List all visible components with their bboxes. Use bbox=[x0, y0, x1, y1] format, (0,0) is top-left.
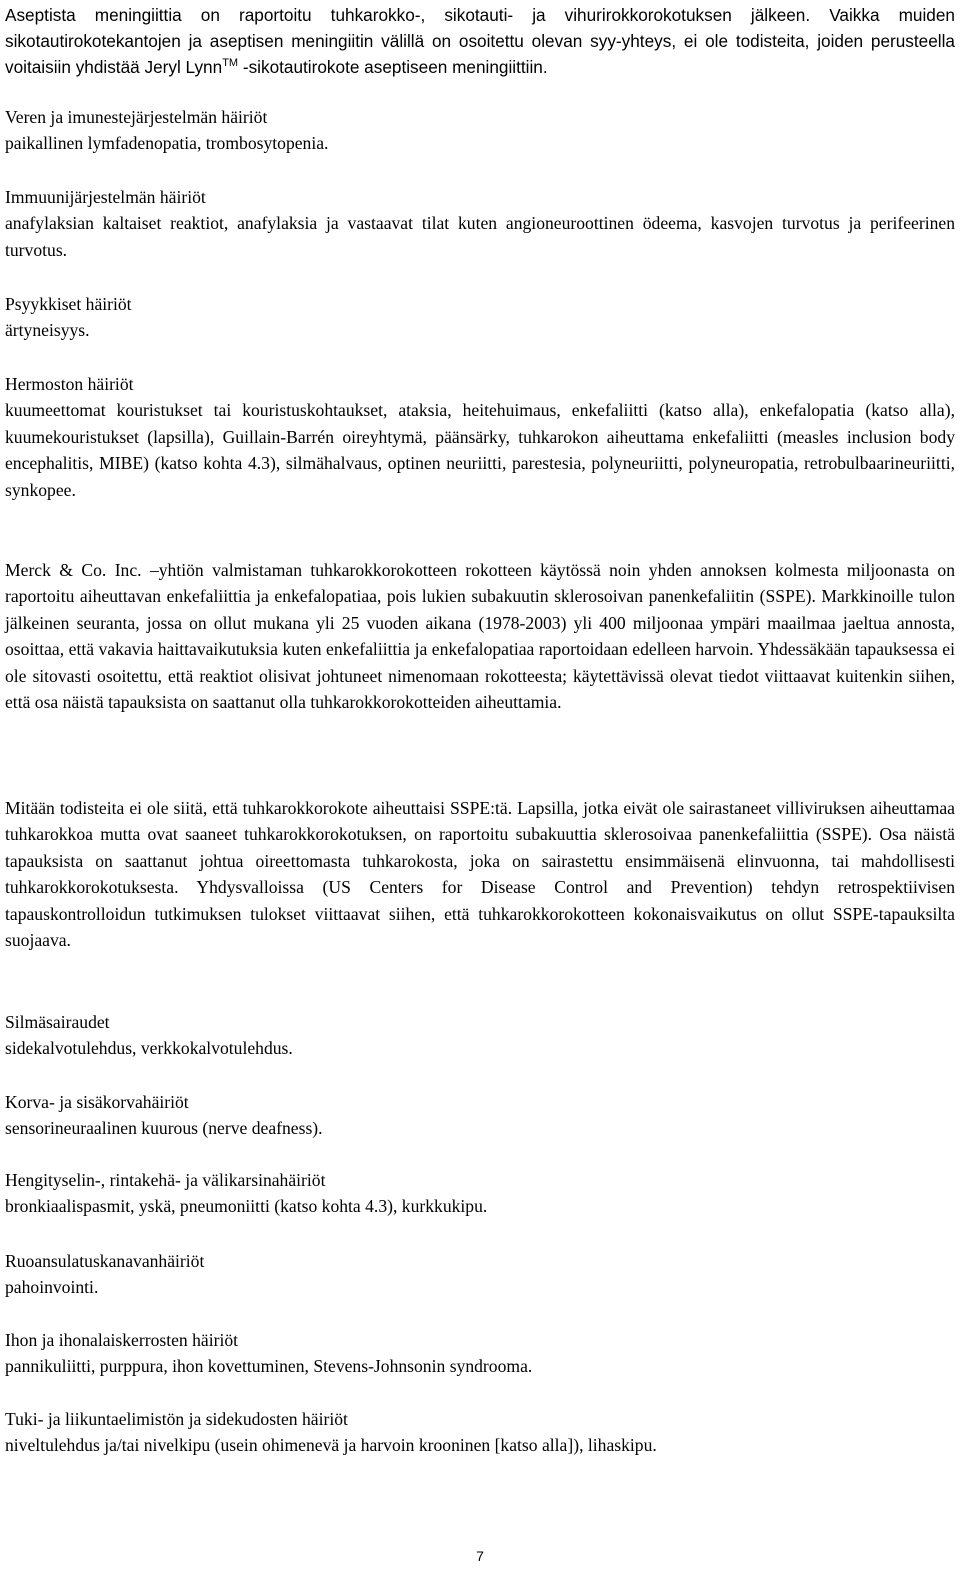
intro-paragraph bbox=[5, 2, 955, 81]
section-immune bbox=[5, 184, 955, 263]
section-blood bbox=[5, 104, 955, 157]
page-number: 7 bbox=[476, 1548, 484, 1564]
section-sspe bbox=[5, 795, 955, 953]
section-ear bbox=[5, 1089, 955, 1142]
intro-text-end: -sikotautirokote aseptiseen meningiittiin. bbox=[238, 57, 548, 78]
section-body: anafylaksian kaltaiset reaktiot, anafylaksia ja vastaavat tilat kuten angioneuroottinen ödeema, kasvojen turvotus ja perifeerinen turvotus. bbox=[5, 213, 955, 260]
section-body: sensorineuraalinen kuurous (nerve deafness). bbox=[5, 1118, 323, 1139]
section-body: niveltulehdus ja/tai nivelkipu (usein ohimenevä ja harvoin krooninen [katso alla]), lihaskipu. bbox=[5, 1435, 657, 1456]
section-body: Merck & Co. Inc. –yhtiön valmistaman tuhkarokkorokotteen rokotteen käytössä noin yhden annoksen kolmesta miljoonasta on raportoitu aiheuttavan enkefaliittia ja enkefalopatiaa, pois lukien subakuutin sklerosoivan panenkefaliitin (SSPE). Markkinoille tulon jälkeinen seuranta, jossa on ollut mukana yli 25 vuoden aikana (1978-2003) yli 400 miljoonaa ympäri maailmaa jaeltua annosta, osoittaa, että vakavia haittavaikutuksia kuten enkefaliittia ja enkefalopatiaa raportoidaan edelleen harvoin. Yhdessäkään tapauksessa ei ole sitovasti osoitettu, että reaktiot olisivat johtuneet nimenomaan rokotteesta; käytettävissä olevat tiedot viittaavat kuitenkin siihen, että osa näistä tapauksista on saattanut olla tuhkarokkorokotteiden aiheuttamia. bbox=[5, 560, 955, 713]
section-heading: Psyykkiset häiriöt bbox=[5, 294, 132, 314]
intro-text bbox=[5, 2, 955, 81]
section-body: sidekalvotulehdus, verkkokalvotulehdus. bbox=[5, 1038, 293, 1059]
section-eye bbox=[5, 1009, 955, 1062]
intro-text-main: Aseptista meningiittia on raportoitu tuhkarokko-, sikotauti- ja vihurirokkorokotuksen jälkeen. Vaikka muiden sikotautirokotekantojen ja aseptisen meningiitin välillä on osoitettu olevan syy-yhteys, ei ole todisteita, joiden perusteella voitaisiin yhdistää Jeryl Lynn bbox=[5, 5, 955, 78]
section-body: kuumeettomat kouristukset tai kouristuskohtaukset, ataksia, heitehuimaus, enkefaliitti (katso alla), enkefalopatia (katso alla), kuumekouristukset (lapsilla), Guillain-Barrén oireyhtymä, päänsärky, tuhkarokon aiheuttama enkefaliitti (measles inclusion body encephalitis, MIBE) (katso kohta 4.3), silmähalvaus, optinen neuriitti, parestesia, polyneuriitti, polyneuropatia, retrobulbaarineuriitti, synkopee. bbox=[5, 400, 955, 500]
section-body: pahoinvointi. bbox=[5, 1277, 99, 1298]
section-respiratory bbox=[5, 1167, 955, 1220]
section-body: paikallinen lymfadenopatia, trombosytopenia. bbox=[5, 133, 329, 154]
section-heading: Tuki- ja liikuntaelimistön ja sidekudosten häiriöt bbox=[5, 1409, 348, 1429]
trademark-mark: TM bbox=[222, 57, 239, 70]
section-heading: Immuunijärjestelmän häiriöt bbox=[5, 187, 206, 207]
section-psychiatric bbox=[5, 291, 955, 344]
section-heading: Veren ja imunestejärjestelmän häiriöt bbox=[5, 107, 268, 127]
section-skin bbox=[5, 1327, 955, 1380]
section-heading: Hermoston häiriöt bbox=[5, 374, 134, 394]
section-heading: Hengityselin-, rintakehä- ja välikarsinahäiriöt bbox=[5, 1170, 326, 1190]
section-heading: Korva- ja sisäkorvahäiriöt bbox=[5, 1092, 189, 1112]
section-heading: Ruoansulatuskanavanhäiriöt bbox=[5, 1251, 205, 1271]
section-gastro bbox=[5, 1248, 955, 1301]
section-merck bbox=[5, 557, 955, 715]
section-body: pannikuliitti, purppura, ihon kovettuminen, Stevens-Johnsonin syndrooma. bbox=[5, 1356, 533, 1377]
section-heading: Silmäsairaudet bbox=[5, 1012, 110, 1032]
section-nervous bbox=[5, 371, 955, 503]
section-body: Mitään todisteita ei ole siitä, että tuhkarokkorokote aiheuttaisi SSPE:tä. Lapsilla, jotka eivät ole sairastaneet villiviruksen aiheuttamaa tuhkarokkoa mutta ovat saaneet tuhkarokkorokotuksen, on raportoitu subakuuttia sklerosoivaa panenkefaliittia (SSPE). Osa näistä tapauksista on saattanut johtua oireettomasta tuhkarokosta, joka on sairastettu ensimmäisenä elinvuonna, tai mahdollisesti tuhkarokkorokotuksesta. Yhdysvalloissa (US Centers for Disease Control and Prevention) tehdyn retrospektiivisen tapauskontrolloidun tutkimuksen tulokset viittaavat siihen, että tuhkarokkorokotteen kokonaisvaikutus on ollut SSPE-tapauksilta suojaava. bbox=[5, 798, 955, 951]
section-body: ärtyneisyys. bbox=[5, 320, 90, 341]
section-heading: Ihon ja ihonalaiskerrosten häiriöt bbox=[5, 1330, 239, 1350]
section-body: bronkiaalispasmit, yskä, pneumoniitti (katso kohta 4.3), kurkkukipu. bbox=[5, 1196, 488, 1217]
section-musculoskeletal bbox=[5, 1406, 955, 1459]
